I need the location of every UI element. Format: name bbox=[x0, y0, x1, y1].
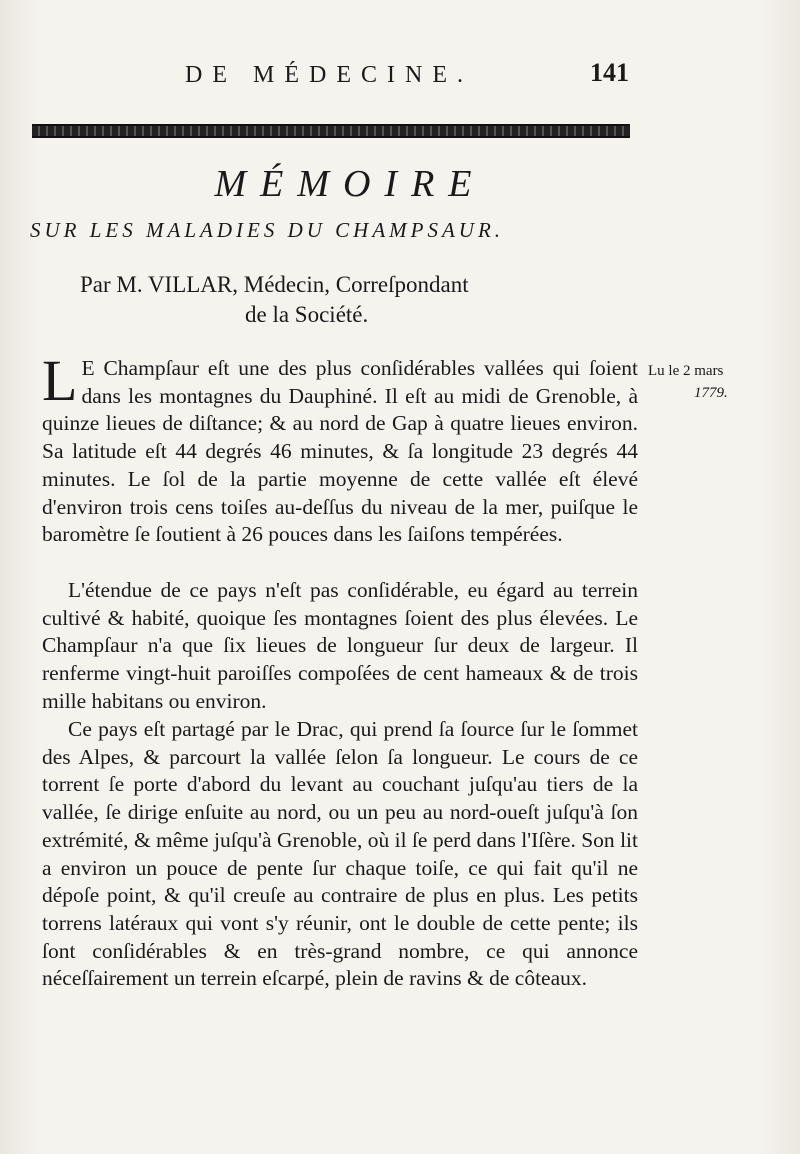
subtitle: SUR LES MALADIES DU CHAMPSAUR. bbox=[30, 218, 505, 242]
paragraph-1-text: E Champſaur eſt une des plus conſidérables vallées qui ſoient dans les montagnes du Dauphiné. Il eſt au midi de Grenoble, à quinze lieues de diſtance; & au nord de Gap à quatre lieues environ. Sa latitude eſt 44 degrés 46 minutes, & ſa longitude 23 degrés 44 minutes. Le ſol de la partie moyenne de cette vallée eſt élevé d'environ trois cens toiſes au-deſſus du niveau de la mer, puiſque le baromètre ſe ſoutient à 26 pouces dans les ſaiſons tempérées. bbox=[42, 356, 638, 547]
margin-note bbox=[648, 360, 788, 404]
author-line-2: de la Société. bbox=[245, 302, 369, 327]
paragraph-1 bbox=[42, 348, 638, 549]
paragraph-2 bbox=[42, 577, 638, 716]
author-line-1: Par M. VILLAR, Médecin, Correſpondant bbox=[80, 272, 469, 297]
paragraph-3-text: Ce pays eſt partagé par le Drac, qui prend ſa ſource ſur le ſommet des Alpes, & parcourt la vallée ſelon ſa longueur. Le cours de ce torrent ſe porte d'abord du levant au couchant juſqu'au tiers de la vallée, ſe dirige enſuite au nord, ou un peu au nord-oueſt juſqu'à ſon extrémité, & même juſqu'à Grenoble, où il ſe perd dans l'Iſère. Son lit a environ un pouce de pente ſur chaque toiſe, ce qui fait qu'il ne dépoſe point, & qu'il creuſe au contraire de plus en plus. Les petits torrens latéraux qui vont s'y réunir, ont le double de cette pente; ils ſont conſidérables & en très-grand nombre, ce qui annonce néceſſairement un terrein eſcarpé, plein de ravins & de côteaux. bbox=[42, 717, 638, 991]
page-title: MÉMOIRE bbox=[214, 163, 486, 205]
drop-cap: L bbox=[42, 348, 78, 413]
paragraph-2-text: L'étendue de ce pays n'eſt pas conſidérable, eu égard au terrein cultivé & habité, quoique ſes montagnes ſoient des plus élevées. Le Champſaur n'a que ſix lieues de longueur ſur deux de largeur. Il renferme vingt-huit paroiſſes compoſées de cent hameaux & de trois mille habitans ou environ. bbox=[42, 578, 638, 713]
author-line bbox=[80, 270, 600, 330]
running-title: DE MÉDECINE. bbox=[185, 62, 473, 88]
ornamental-rule bbox=[32, 124, 630, 138]
margin-note-date: 1779. bbox=[694, 385, 728, 401]
paragraph-3 bbox=[42, 716, 638, 993]
margin-note-line-1: Lu le 2 mars bbox=[648, 363, 724, 379]
page-number: 141 bbox=[590, 58, 629, 87]
